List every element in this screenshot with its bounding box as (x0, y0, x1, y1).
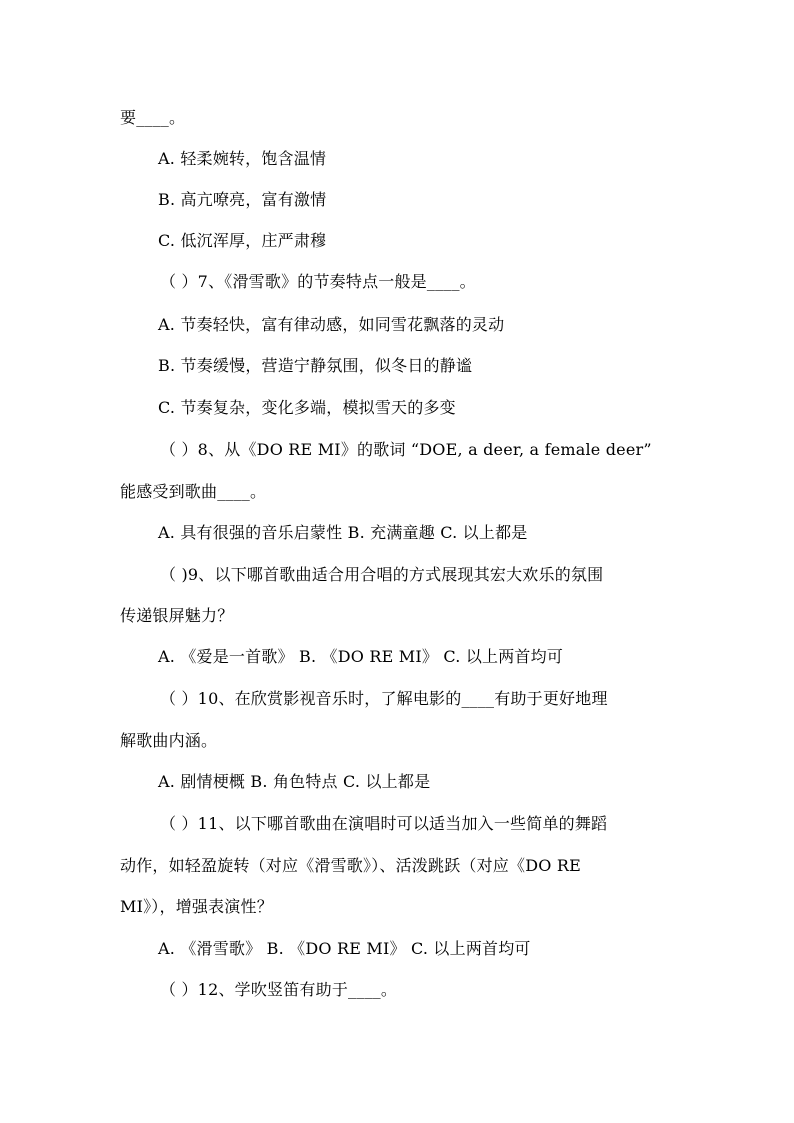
question-12-text: （ ）12、学吹竖笛有助于____。 (160, 980, 398, 999)
question-10-text-line-1: （ ）10、在欣赏影视音乐时，了解电影的____有助于更好地理 (160, 689, 608, 708)
question-11-text-line-2: 动作，如轻盈旋转（对应《滑雪歌》）、活泼跳跃（对应《DO RE (120, 856, 581, 875)
question-10-text-line-2: 解歌曲内涵。 (120, 731, 218, 750)
question-11-text-line-3: MI》），增强表演性？ (120, 897, 273, 916)
question-8-text-line-2: 能感受到歌曲____。 (120, 482, 267, 501)
question-10-options: A. 剧情梗概 B. 角色特点 C. 以上都是 (158, 772, 431, 791)
question-7-option-b: B. 节奏缓慢，营造宁静氛围，似冬日的静谧 (158, 356, 473, 375)
question-6-option-a: A. 轻柔婉转，饱含温情 (158, 149, 327, 168)
question-9-text-line-1: （ )9、以下哪首歌曲适合用合唱的方式展现其宏大欢乐的氛围 (160, 565, 604, 584)
question-6-option-c: C. 低沉浑厚，庄严肃穆 (158, 231, 327, 250)
question-8-options: A. 具有很强的音乐启蒙性 B. 充满童趣 C. 以上都是 (158, 523, 528, 542)
question-7-text: （ ）7、《滑雪歌》的节奏特点一般是____。 (160, 272, 476, 291)
question-6-option-b: B. 高亢嘹亮，富有激情 (158, 190, 327, 209)
question-7-option-a: A. 节奏轻快，富有律动感，如同雪花飘落的灵动 (158, 315, 505, 334)
question-11-text-line-1: （ ）11、以下哪首歌曲在演唱时可以适当加入一些简单的舞蹈 (160, 814, 608, 833)
question-8-text-line-1: （ ）8、从《DO RE MI》的歌词 “DOE, a deer, a female deer” (160, 440, 652, 459)
question-6-continuation: 要____。 (120, 108, 186, 127)
question-7-option-c: C. 节奏复杂，变化多端，模拟雪天的多变 (158, 398, 456, 417)
question-9-options: A. 《爱是一首歌》 B. 《DO RE MI》 C. 以上两首均可 (158, 647, 564, 666)
question-11-options: A. 《滑雪歌》 B. 《DO RE MI》 C. 以上两首均可 (158, 939, 531, 958)
question-9-text-line-2: 传递银屏魅力？ (120, 606, 234, 625)
